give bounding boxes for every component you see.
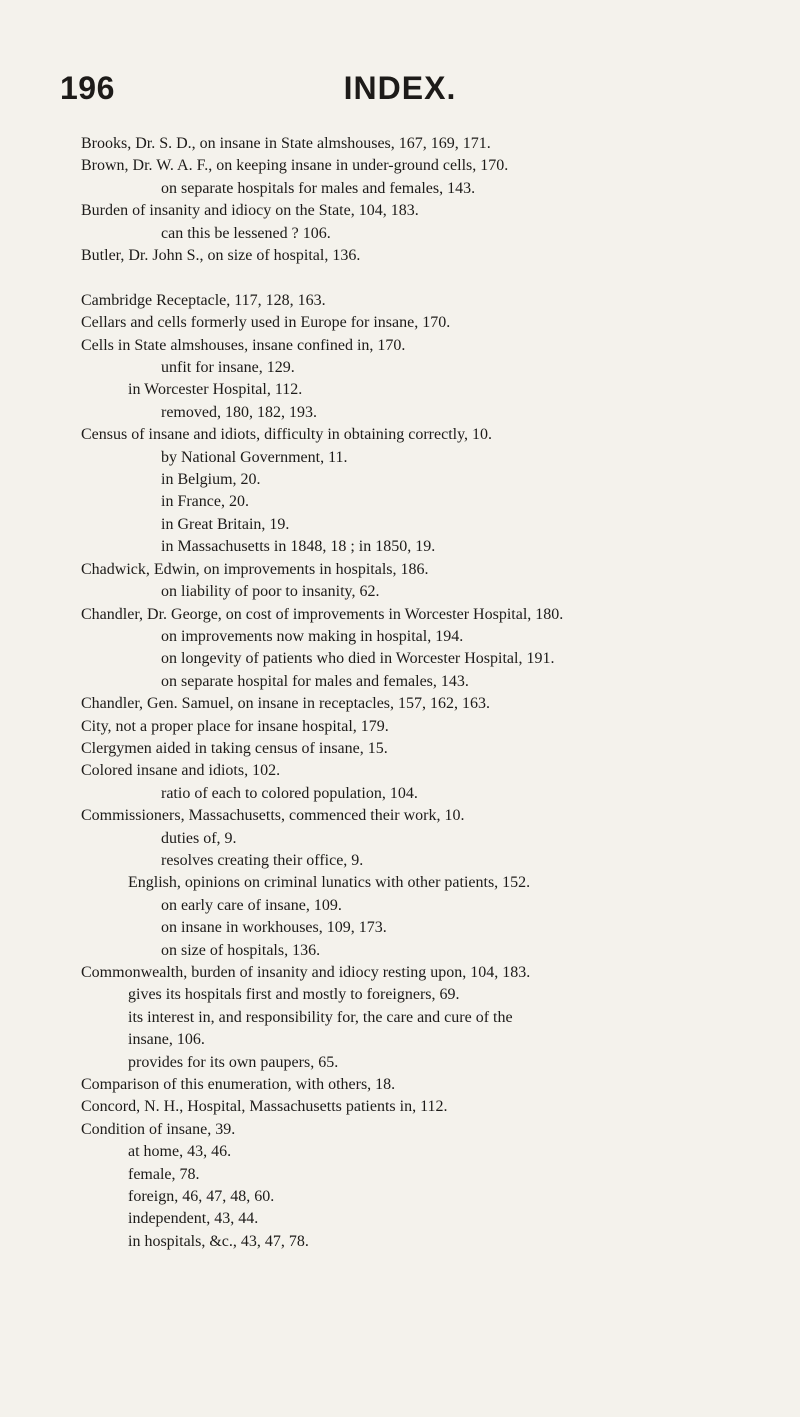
index-entry: Burden of insanity and idiocy on the State, 104, 183. (81, 202, 419, 220)
index-entry: Concord, N. H., Hospital, Massachusetts patients in, 112. (81, 1098, 448, 1116)
index-subentry: foreign, 46, 47, 48, 60. (128, 1188, 275, 1206)
index-subentry: in Worcester Hospital, 112. (128, 381, 303, 399)
index-subentry: in hospitals, &c., 43, 47, 78. (128, 1232, 309, 1250)
index-entry: City, not a proper place for insane hospital, 179. (81, 717, 389, 735)
index-entry: Clergymen aided in taking census of insane, 15. (81, 739, 388, 757)
index-subentry: duties of, 9. (161, 829, 237, 847)
index-subentry: unfit for insane, 129. (161, 359, 295, 377)
index-subentry: on size of hospitals, 136. (161, 941, 321, 959)
blank-line (81, 267, 761, 289)
page-number: 196 (60, 70, 115, 106)
index-subentry: on separate hospital for males and females, 143. (161, 672, 469, 690)
index-subentry: can this be lessened ? 106. (161, 224, 331, 242)
index-subentry: in Belgium, 20. (161, 471, 261, 489)
index-entry: Commissioners, Massachusetts, commenced their work, 10. (81, 807, 465, 825)
index-entry: Chadwick, Edwin, on improvements in hospitals, 186. (81, 560, 429, 578)
index-entry: Brooks, Dr. S. D., on insane in State almshouses, 167, 169, 171. (81, 135, 491, 152)
index-entry: Brown, Dr. W. A. F., on keeping insane in under-ground cells, 170. (81, 157, 509, 175)
index-subentry: in France, 20. (161, 493, 249, 511)
index-subentry: on improvements now making in hospital, 194. (161, 627, 464, 645)
index-subentry: on separate hospitals for males and females, 143. (161, 179, 476, 197)
index-subentry: in Great Britain, 19. (161, 515, 290, 533)
index-entry: Census of insane and idiots, difficulty in obtaining correctly, 10. (81, 426, 493, 444)
page-title: INDEX. (343, 70, 457, 106)
index-subentry: removed, 180, 182, 193. (161, 403, 317, 421)
index-subentry: resolves creating their office, 9. (161, 851, 364, 869)
index-subentry: by National Government, 11. (161, 448, 348, 466)
index-entries (81, 133, 761, 1253)
index-entry: Cellars and cells formerly used in Europe for insane, 170. (81, 314, 451, 332)
index-subentry: in Massachusetts in 1848, 18 ; in 1850, 19. (161, 538, 436, 556)
index-entry: Comparison of this enumeration, with others, 18. (81, 1076, 396, 1094)
index-entry: Colored insane and idiots, 102. (81, 762, 281, 780)
index-subentry: female, 78. (128, 1165, 200, 1183)
index-subentry: on early care of insane, 109. (161, 896, 342, 914)
index-entry: Butler, Dr. John S., on size of hospital, 136. (81, 247, 361, 265)
page-header (60, 70, 740, 114)
index-subentry: ratio of each to colored population, 104. (161, 784, 418, 802)
index-entry: Cells in State almshouses, insane confined in, 170. (81, 336, 406, 354)
index-entry: Chandler, Dr. George, on cost of improvements in Worcester Hospital, 180. (81, 605, 564, 623)
index-entry: Commonwealth, burden of insanity and idiocy resting upon, 104, 183. (81, 964, 531, 982)
index-subentry: provides for its own paupers, 65. (128, 1053, 339, 1071)
index-subentry: on liability of poor to insanity, 62. (161, 583, 380, 601)
index-subentry: on insane in workhouses, 109, 173. (161, 919, 387, 937)
index-subentry: gives its hospitals first and mostly to foreigners, 69. (128, 986, 460, 1004)
index-subentry: at home, 43, 46. (128, 1143, 232, 1161)
index-entry: Condition of insane, 39. (81, 1120, 236, 1138)
index-subentry: independent, 43, 44. (128, 1210, 259, 1228)
index-subentry: on longevity of patients who died in Worcester Hospital, 191. (161, 650, 555, 668)
index-subentry: English, opinions on criminal lunatics with other patients, 152. (128, 874, 531, 892)
index-entry: Cambridge Receptacle, 117, 128, 163. (81, 291, 326, 309)
index-subentry: insane, 106. (128, 1031, 205, 1049)
index-entry: Chandler, Gen. Samuel, on insane in receptacles, 157, 162, 163. (81, 695, 491, 713)
index-subentry: its interest in, and responsibility for, the care and cure of the (128, 1008, 513, 1026)
